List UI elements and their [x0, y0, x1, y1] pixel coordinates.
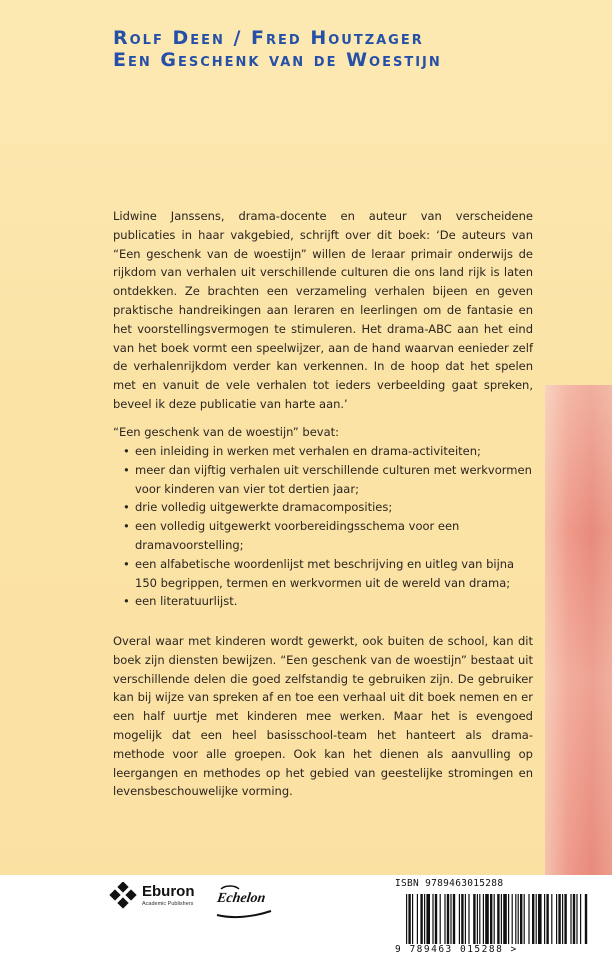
barcode-bar: [562, 894, 563, 944]
barcode-bar: [536, 894, 537, 944]
barcode-icon: [404, 894, 589, 944]
list-item: • drie volledig uitgewerkte dramacomposities;: [123, 498, 533, 517]
intro-paragraph: Lidwine Janssens, drama-docente en auteur van verscheidene publicaties in haar vakgebied, schrijft over dit boek: ‘De auteurs van “Een geschenk van de woestijn” willen de leraar primair onderwijs de rijkdom van verhalen uit verschillende culturen die ons land rijk is laten ontdekken. Ze brachten een verzameling verhalen bijeen en geven praktische handreikingen aan leraren en leerlingen om de fantasie en het voorstellingsvermogen te stimuleren. Het drama-ABC aan het eind van het boek vormt een speelwijzer, aan de hand waarvan eenieder zelf de verhalenrijkdom verder kan verkennen. In de hoop dat het spelen met en vanuit de vele verhalen tot ieders verbeelding gaat spreken, beveel ik deze publicatie van harte aan.’: [113, 209, 533, 411]
isbn-label: ISBN 9789463015288: [395, 878, 504, 889]
barcode-bar: [459, 894, 460, 944]
authors-line: Rolf Deen / Fred Houtzager: [113, 27, 424, 49]
list-item: • een alfabetische woordenlijst met beschrijving en uitleg van bijna 150 begrippen, termen en werkvormen uit de wereld van drama;: [123, 555, 533, 593]
barcode-bar: [465, 894, 466, 944]
eburon-mark-icon: [108, 882, 138, 912]
barcode-bar: [450, 894, 451, 944]
barcode-bar: [435, 894, 437, 944]
eburon-name: Eburon: [142, 883, 195, 900]
barcode-bar: [528, 894, 529, 944]
eburon-logo: [108, 880, 203, 920]
barcode-bar: [494, 894, 495, 944]
list-item: • een inleiding in werken met verhalen en drama-activiteiten;: [123, 442, 533, 461]
barcode-bar: [408, 894, 410, 944]
barcode-bar: [444, 894, 445, 944]
barcode-bar: [558, 894, 560, 944]
barcode-bar: [432, 894, 433, 944]
barcode-bar: [576, 894, 577, 944]
list-item: • meer dan vijftig verhalen uit verschillende culturen met werkvormen voor kinderen van vier tot dertien jaar;: [123, 461, 533, 499]
barcode-bar: [479, 894, 480, 944]
barcode-bar: [573, 894, 575, 944]
barcode-bar: [453, 894, 455, 944]
barcode-bar: [406, 894, 407, 944]
list-item: • een volledig uitgewerkt voorbereidingsschema voor een dramavoorstelling;: [123, 517, 533, 555]
barcode-bar: [461, 894, 463, 944]
barcode-bar: [585, 894, 587, 944]
barcode-bar: [426, 894, 430, 944]
contents-list: [123, 442, 533, 611]
contents-intro: “Een geschenk van de woestijn” bevat:: [113, 425, 340, 439]
barcode-bar: [440, 894, 441, 944]
list-item: • een literatuurlijst.: [123, 592, 533, 611]
echelon-logo: [213, 881, 273, 925]
barcode-bar: [420, 894, 422, 944]
barcode-bar: [501, 894, 502, 944]
barcode-bar: [468, 894, 469, 944]
barcode-bar: [570, 894, 571, 944]
barcode-bar: [556, 894, 557, 944]
barcode-bar: [473, 894, 475, 944]
barcode-bar: [544, 894, 545, 944]
barcode-bar: [485, 894, 489, 944]
book-title: Een Geschenk van de Woestijn: [113, 49, 442, 71]
barcode-bar: [580, 894, 581, 944]
barcode-bar: [524, 894, 525, 944]
eburon-subtitle: Academic Publishers: [142, 901, 194, 907]
barcode-bar: [564, 894, 566, 944]
echelon-name: Echelon: [216, 891, 267, 906]
barcode-bar: [497, 894, 499, 944]
barcode-bar: [503, 894, 507, 944]
barcode-bar: [424, 894, 425, 944]
decorative-stripe: [545, 385, 612, 875]
barcode-bar: [532, 894, 534, 944]
closing-paragraph: Overal waar met kinderen wordt gewerkt, ook buiten de school, kan dit boek zijn diensten bewijzen. “Een geschenk van de woestijn” bestaat uit verschillende delen die goed zelfstandig te gebruiken zijn. De gebruiker kan bij wijze van spreken af en toe een verhaal uit dit boek nemen en er een half uurtje met kinderen mee werken. Maar het is evengoed mogelijk dat een heel basisschool-team het hanteert als drama-methode voor alle groepen. Ook kan het dienen als aanvulling op leergangen en methodes op het gebied van geestelijke stromingen en levensbeschouwelijke vorming.: [113, 634, 533, 799]
barcode-digits: 9 789463 015288 >: [395, 944, 518, 955]
barcode-bar: [512, 894, 513, 944]
barcode-bar: [417, 894, 418, 944]
barcode-bar: [546, 894, 548, 944]
barcode-bar: [538, 894, 542, 944]
barcode-bar: [477, 894, 478, 944]
barcode-bar: [412, 894, 413, 944]
barcode-bar: [490, 894, 492, 944]
barcode-bar: [483, 894, 484, 944]
barcode-bar: [447, 894, 449, 944]
cover-header: [113, 27, 442, 71]
barcode-bar: [520, 894, 522, 944]
barcode-bar: [508, 894, 509, 944]
barcode-bar: [515, 894, 516, 944]
barcode-bar: [551, 894, 552, 944]
barcode-bar: [518, 894, 519, 944]
